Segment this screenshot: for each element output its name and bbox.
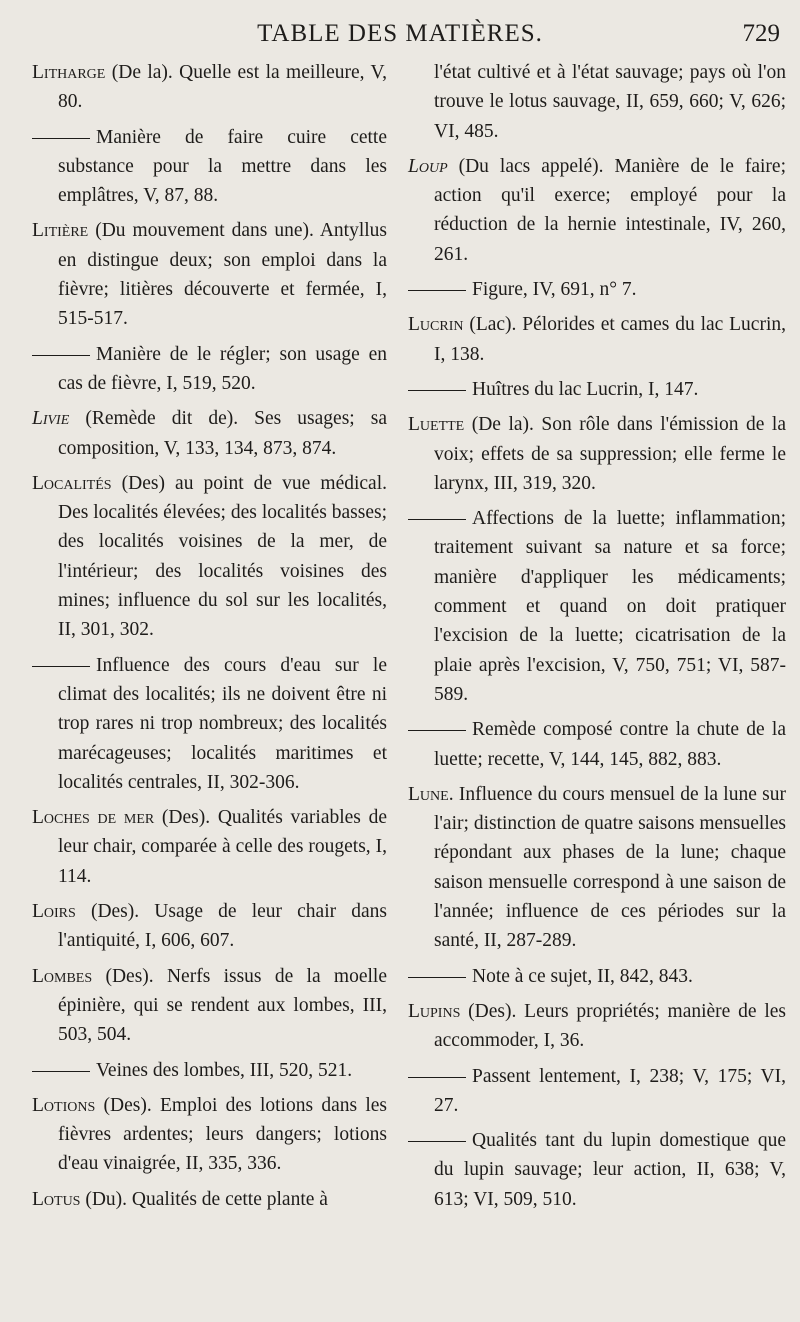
entry-heading: Lotus (32, 1188, 81, 1210)
entry-text: (Des) au point de vue médical. Des localités élevées; des localités basses; des localités voisines de la mer, de l'intérieur; des localités voisines des mines; influence du sol sur les localités, II, 301, 302. (58, 472, 387, 641)
entry-text: (De la). Son rôle dans l'émission de la voix; effets de sa suppression; elle ferme le larynx, III, 319, 320. (434, 414, 786, 494)
entry-text: (Lac). Pélorides et cames du lac Lucrin, I, 138. (434, 314, 786, 365)
index-entry (32, 1091, 387, 1179)
index-subentry (32, 1056, 387, 1085)
entry-text: (Des). Emploi des lotions dans les fièvres ardentes; leurs dangers; lotions d'eau vinaigrée, II, 335, 336. (58, 1094, 387, 1175)
repeat-dash (408, 730, 466, 731)
index-entry (408, 997, 786, 1056)
entry-heading: Lotions (32, 1094, 96, 1116)
entry-text: (Du lacs appelé). Manière de le faire; action qu'il exerce; employé pour la réduction de la hernie intestinale, IV, 260, 261. (434, 155, 786, 265)
entry-text: Manière de faire cuire cette substance pour la mettre dans les emplâtres, V, 87, 88. (58, 126, 387, 207)
entry-heading: Loches de mer (32, 807, 155, 829)
index-subentry (408, 375, 786, 404)
entry-text: Huîtres du lac Lucrin, I, 147. (472, 378, 699, 400)
index-entry (32, 216, 387, 333)
entry-heading: Lune (408, 783, 449, 805)
entry-text: l'état cultivé et à l'état sauvage; pays où l'on trouve le lotus sauvage, II, 659, 660; V, 626; VI, 485. (434, 62, 786, 142)
index-subentry (408, 504, 786, 709)
index-entry (32, 58, 387, 117)
entry-text: Influence des cours d'eau sur le climat des localités; ils ne doivent être ni trop rares ni trop nombreux; des localités marécageuses; localités maritimes et localités centrales, II, 302-306. (58, 654, 387, 793)
entry-heading: Loirs (32, 901, 76, 923)
entry-heading: Litharge (32, 62, 106, 83)
entry-text: (Des). Leurs propriétés; manière de les accommoder, I, 36. (434, 1000, 786, 1052)
index-entry (32, 803, 387, 891)
index-entry (32, 469, 387, 645)
entry-heading: Luette (408, 414, 465, 436)
index-entry (32, 962, 387, 1050)
entry-text: Remède composé contre la chute de la luette; recette, V, 144, 145, 882, 883. (434, 719, 786, 770)
repeat-dash (408, 977, 466, 978)
entry-text: (Des). Usage de leur chair dans l'antiquité, I, 606, 607. (58, 901, 387, 952)
right-column (408, 58, 786, 1220)
page-number: 729 (742, 20, 780, 47)
entry-text: Veines des lombes, III, 520, 521. (96, 1059, 353, 1081)
repeat-dash (32, 138, 90, 139)
page-title: TABLE DES MATIÈRES. (257, 20, 543, 47)
entry-text: (Des). Nerfs issus de la moelle épinière, qui se rendent aux lombes, III, 503, 504. (58, 965, 387, 1046)
entry-text: . Influence du cours mensuel de la lune sur l'air; distinction de quatre saisons mensuelles répondant aux phases de la lune; chaque saison mensuelle correspond à une saison de l'année; influence de ces périodes sur la santé, II, 287-289. (434, 783, 786, 952)
index-entry (32, 897, 387, 956)
entry-text: (Des). Qualités variables de leur chair, comparée à celle des rougets, I, 114. (58, 807, 387, 887)
entry-text: (De la). Quelle est la meilleure, V, 80. (58, 62, 387, 113)
running-header (0, 14, 800, 54)
index-subentry (32, 340, 387, 399)
repeat-dash (32, 355, 90, 356)
entry-heading: Lucrin (408, 314, 464, 336)
entry-heading: Lupins (408, 1000, 461, 1022)
entry-text: (Du). Qualités de cette plante à (80, 1188, 328, 1210)
index-subentry (32, 651, 387, 797)
entry-text: Passent lentement, I, 238; V, 175; VI, 27. (434, 1065, 786, 1116)
repeat-dash (32, 1071, 90, 1072)
index-subentry (408, 715, 786, 774)
entry-text: Qualités tant du lupin domestique que du lupin sauvage; leur action, II, 638; V, 613; VI, 509, 510. (434, 1130, 786, 1210)
repeat-dash (408, 1077, 466, 1078)
entry-heading: Livie (32, 408, 70, 430)
repeat-dash (32, 666, 90, 667)
index-subentry (408, 1062, 786, 1121)
entry-text: (Remède dit de). Ses usages; sa composition, V, 133, 134, 873, 874. (58, 408, 387, 459)
entry-text: Manière de le régler; son usage en cas de fièvre, I, 519, 520. (58, 343, 387, 394)
entry-heading: Loup (408, 155, 448, 177)
entry-text: Affections de la luette; inflammation; traitement suivant sa nature et sa force; manière d'appliquer les médicaments; comment et quand on doit pratiquer l'excision de la luette; cicatrisation de la plaie après l'excision, V, 750, 751; VI, 587-589. (434, 508, 786, 705)
repeat-dash (408, 1141, 466, 1142)
entry-text: Figure, IV, 691, n° 7. (472, 279, 637, 301)
index-entry (408, 152, 786, 269)
repeat-dash (408, 290, 466, 291)
left-column (32, 58, 387, 1220)
entry-heading: Lombes (32, 965, 93, 987)
entry-heading: Litière (32, 220, 89, 242)
index-subentry (408, 1126, 786, 1214)
index-subentry (32, 123, 387, 211)
index-entry (32, 404, 387, 463)
index-entry (408, 310, 786, 369)
entry-heading: Localités (32, 472, 112, 494)
entry-text: Note à ce sujet, II, 842, 843. (472, 965, 693, 987)
repeat-dash (408, 519, 466, 520)
index-entry (408, 58, 786, 146)
index-entry (408, 780, 786, 956)
index-subentry (408, 275, 786, 304)
repeat-dash (408, 390, 466, 391)
index-subentry (408, 962, 786, 991)
entry-text: (Du mouvement dans une). Antyllus en distingue deux; son emploi dans la fièvre; litières découverte et fermée, I, 515-517. (58, 220, 387, 330)
index-entry (408, 410, 786, 498)
index-entry (32, 1185, 387, 1214)
